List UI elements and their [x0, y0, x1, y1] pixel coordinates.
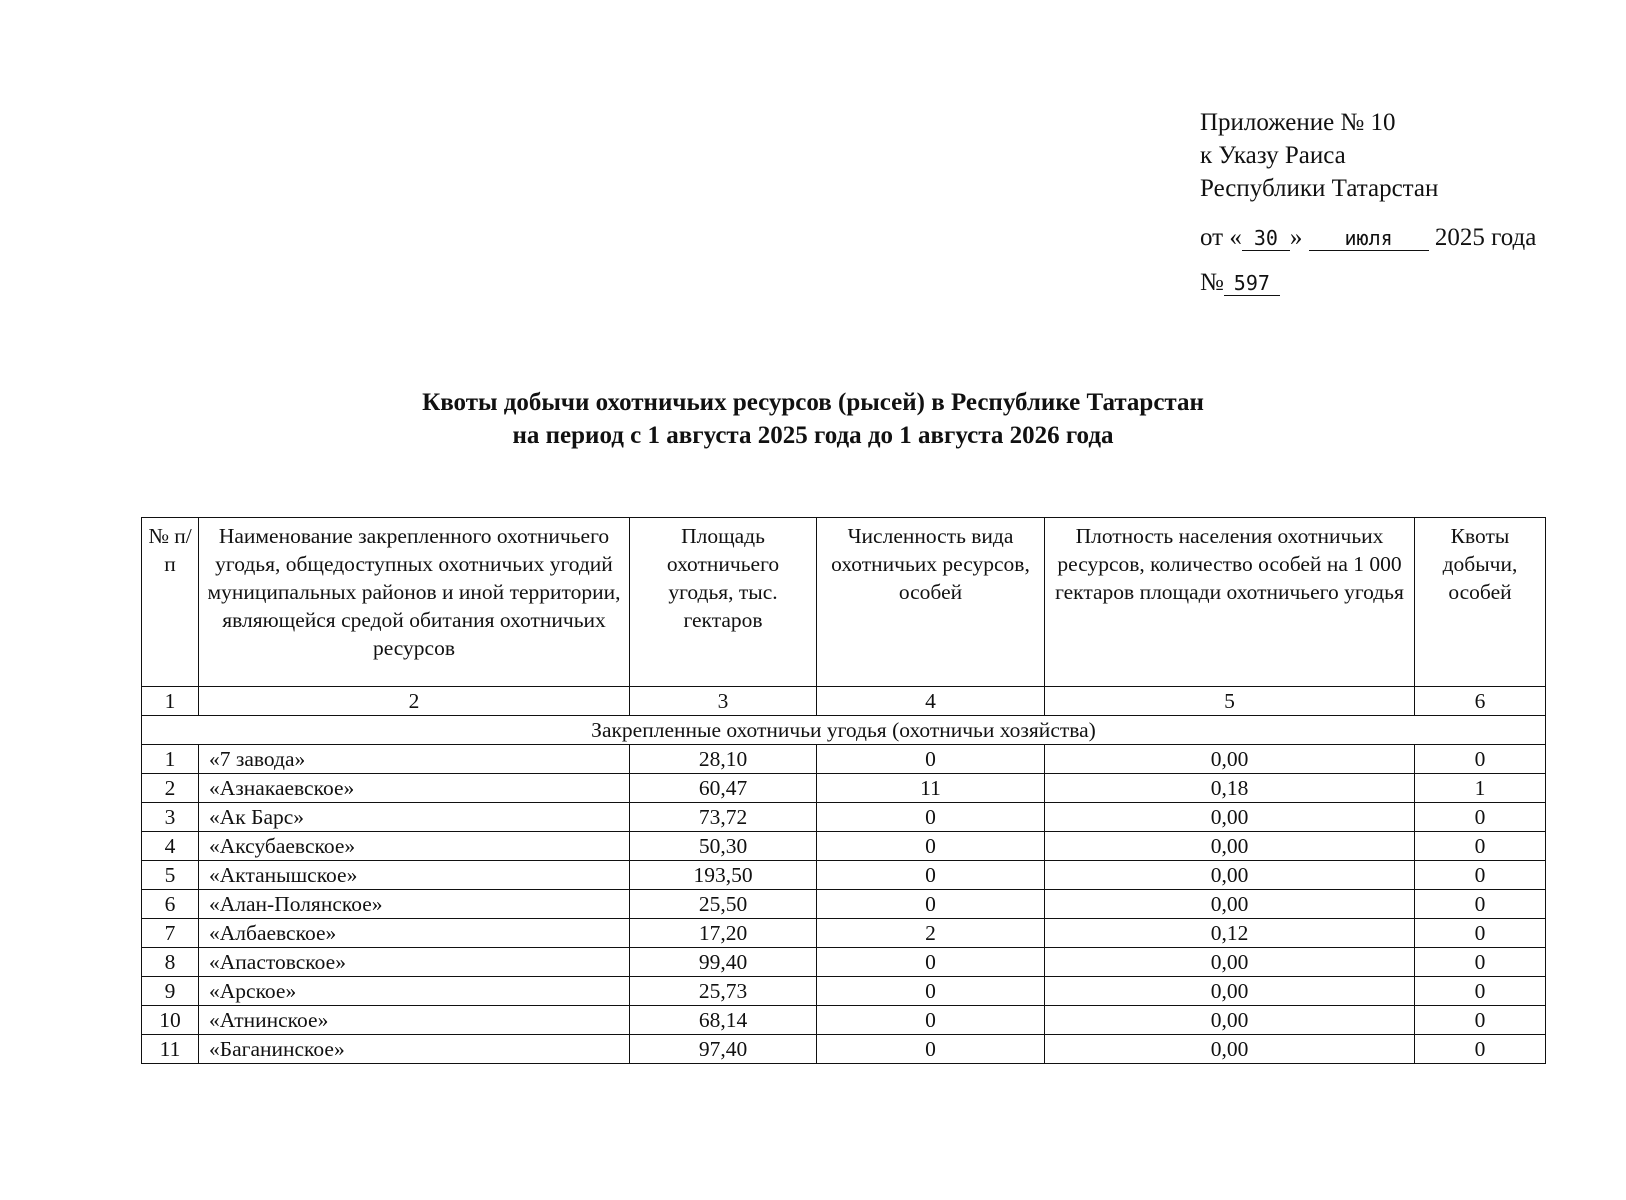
area-value: 25,50	[630, 890, 817, 919]
row-index: 5	[142, 861, 199, 890]
appendix-line-1: Приложение № 10	[1200, 109, 1396, 136]
population-value: 0	[817, 890, 1045, 919]
header-quota: Квоты добычи, особей	[1415, 518, 1546, 687]
appendix-block	[1200, 106, 1536, 299]
quota-value: 0	[1415, 948, 1546, 977]
density-value: 0,00	[1045, 745, 1415, 774]
row-index: 9	[142, 977, 199, 1006]
table-row	[142, 803, 1546, 832]
quota-value: 0	[1415, 803, 1546, 832]
area-value: 28,10	[630, 745, 817, 774]
population-value: 0	[817, 803, 1045, 832]
quota-value: 0	[1415, 919, 1546, 948]
quota-value: 0	[1415, 890, 1546, 919]
hunting-ground-name: «Ак Барс»	[199, 803, 630, 832]
density-value: 0,00	[1045, 948, 1415, 977]
header-index: № п/п	[142, 518, 199, 687]
area-value: 25,73	[630, 977, 817, 1006]
title-line-1: Квоты добычи охотничьих ресурсов (рысей) в Республике Татарстан	[422, 389, 1204, 416]
appendix-line-2: к Указу Раиса	[1200, 142, 1346, 169]
appendix-line-3: Республики Татарстан	[1200, 175, 1439, 202]
area-value: 97,40	[630, 1035, 817, 1064]
column-number: 3	[630, 687, 817, 716]
row-index: 1	[142, 745, 199, 774]
area-value: 50,30	[630, 832, 817, 861]
quota-value: 0	[1415, 1035, 1546, 1064]
table-row	[142, 948, 1546, 977]
date-prefix: от «	[1200, 224, 1242, 251]
date-year: 2025 года	[1434, 224, 1537, 251]
column-number: 6	[1415, 687, 1546, 716]
area-value: 68,14	[630, 1006, 817, 1035]
table-row	[142, 745, 1546, 774]
section-title: Закрепленные охотничьи угодья (охотничьи хозяйства)	[142, 716, 1546, 745]
population-value: 0	[817, 832, 1045, 861]
header-population: Численность вида охотничьих ресурсов, особей	[817, 518, 1045, 687]
hunting-ground-name: «Актанышское»	[199, 861, 630, 890]
density-value: 0,00	[1045, 1006, 1415, 1035]
density-value: 0,00	[1045, 1035, 1415, 1064]
population-value: 2	[817, 919, 1045, 948]
population-value: 0	[817, 745, 1045, 774]
population-value: 0	[817, 861, 1045, 890]
table-row	[142, 977, 1546, 1006]
quota-value: 0	[1415, 745, 1546, 774]
decree-date	[1200, 221, 1536, 254]
table-row	[142, 774, 1546, 803]
hunting-ground-name: «Апастовское»	[199, 948, 630, 977]
decree-number	[1200, 266, 1536, 299]
density-value: 0,18	[1045, 774, 1415, 803]
population-value: 11	[817, 774, 1045, 803]
population-value: 0	[817, 1035, 1045, 1064]
table-row	[142, 919, 1546, 948]
table-row	[142, 890, 1546, 919]
table-row	[142, 832, 1546, 861]
column-number: 1	[142, 687, 199, 716]
table-row	[142, 861, 1546, 890]
number-prefix: №	[1200, 269, 1224, 296]
document-title	[0, 386, 1626, 452]
hunting-ground-name: «Баганинское»	[199, 1035, 630, 1064]
row-index: 10	[142, 1006, 199, 1035]
hunting-ground-name: «7 завода»	[199, 745, 630, 774]
density-value: 0,00	[1045, 890, 1415, 919]
hunting-ground-name: «Аксубаевское»	[199, 832, 630, 861]
hunting-ground-name: «Арское»	[199, 977, 630, 1006]
row-index: 6	[142, 890, 199, 919]
quota-value: 0	[1415, 1006, 1546, 1035]
date-day: 30	[1242, 226, 1290, 251]
quota-table	[141, 517, 1546, 1064]
row-index: 4	[142, 832, 199, 861]
quota-value: 1	[1415, 774, 1546, 803]
row-index: 7	[142, 919, 199, 948]
area-value: 99,40	[630, 948, 817, 977]
section-row	[142, 716, 1546, 745]
density-value: 0,12	[1045, 919, 1415, 948]
date-mid: »	[1289, 224, 1303, 251]
row-index: 11	[142, 1035, 199, 1064]
quota-value: 0	[1415, 832, 1546, 861]
density-value: 0,00	[1045, 977, 1415, 1006]
area-value: 193,50	[630, 861, 817, 890]
row-index: 8	[142, 948, 199, 977]
quota-value: 0	[1415, 977, 1546, 1006]
hunting-ground-name: «Албаевское»	[199, 919, 630, 948]
quota-value: 0	[1415, 861, 1546, 890]
population-value: 0	[817, 1006, 1045, 1035]
area-value: 73,72	[630, 803, 817, 832]
density-value: 0,00	[1045, 803, 1415, 832]
number-value: 597	[1224, 271, 1280, 296]
area-value: 60,47	[630, 774, 817, 803]
column-number-row	[142, 687, 1546, 716]
hunting-ground-name: «Азнакаевское»	[199, 774, 630, 803]
date-month: июля	[1309, 226, 1429, 251]
row-index: 3	[142, 803, 199, 832]
column-number: 4	[817, 687, 1045, 716]
header-density: Плотность населения охотничьих ресурсов, количество особей на 1 000 гектаров площади охотничьего угодья	[1045, 518, 1415, 687]
hunting-ground-name: «Алан-Полянское»	[199, 890, 630, 919]
column-number: 5	[1045, 687, 1415, 716]
density-value: 0,00	[1045, 832, 1415, 861]
population-value: 0	[817, 948, 1045, 977]
table-row	[142, 1006, 1546, 1035]
hunting-ground-name: «Атнинское»	[199, 1006, 630, 1035]
title-line-2: на период с 1 августа 2025 года до 1 августа 2026 года	[512, 422, 1114, 449]
header-name: Наименование закрепленного охотничьего угодья, общедоступных охотничьих угодий муниципальных районов и иной территории, являющейся средой обитания охотничьих ресурсов	[199, 518, 630, 687]
header-row	[142, 518, 1546, 687]
column-number: 2	[199, 687, 630, 716]
row-index: 2	[142, 774, 199, 803]
density-value: 0,00	[1045, 861, 1415, 890]
header-area: Площадь охотничьего угодья, тыс. гектаров	[630, 518, 817, 687]
table-row	[142, 1035, 1546, 1064]
population-value: 0	[817, 977, 1045, 1006]
area-value: 17,20	[630, 919, 817, 948]
